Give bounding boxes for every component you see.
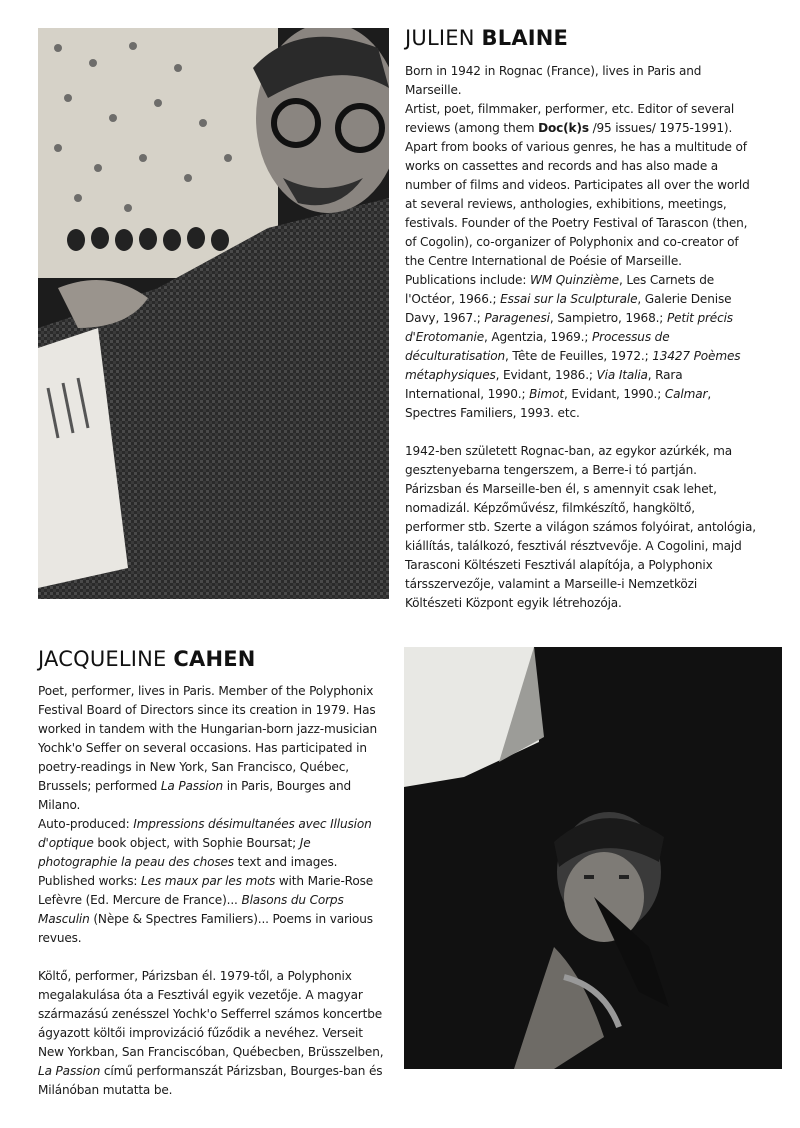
julien-blaine-bio	[405, 62, 757, 613]
julien-blaine-heading	[405, 26, 568, 50]
bio-paragraph: Born in 1942 in Rognac (France), lives in Paris and Marseille.	[405, 64, 702, 97]
auto-produced: Auto-produced: Impressions désimultanées avec Illusion d'optique book object, with Sophie Boursat; Je photographie la peau des choses text and images.	[38, 817, 372, 869]
performance-image	[404, 647, 782, 1069]
published-works: Published works: Les maux par les mots with Marie-Rose Lefèvre (Ed. Mercure de France)... Blasons du Corps Masculin (Nèpe & Spectres Familiers)... Poems in various revues.	[38, 874, 374, 945]
julien-blaine-photo	[38, 28, 389, 599]
review-title: Doc(k)s	[538, 121, 589, 135]
surname: CAHEN	[173, 647, 256, 671]
bio-paragraph: Poet, performer, lives in Paris. Member of the Polyphonix Festival Board of Directors since its creation in 1979. Has worked in tandem with the Hungarian-born jazz-musician Yochk'o Seffer on several occasions. Has participated in poetry-readings in New York, San Francisco, Québec, Brussels; performed La Passion in Paris, Bourges and Milano.	[38, 684, 377, 812]
jacqueline-cahen-photo	[404, 647, 782, 1069]
portrait-image	[38, 28, 389, 599]
bio-hungarian: 1942-ben született Rognac-ban, az egykor azúrkék, ma gesztenyebarna tengerszem, a Berre-i tó partján. Párizsban és Marseille-ben él, s amennyit csak lehet, nomadizál. Képzőművész, filmkészítő, hangköltő, performer stb. Szerte a világon számos folyóirat, antológia, kiállítás, találkozó, fesztivál résztvevője. A Cogolini, majd Tarasconi Költészeti Fesztivál alapítója, a Polyphonix társszervezője, valamint a Marseille-i Nemzetközi Költészeti Központ egyik létrehozója.	[405, 444, 756, 610]
jacqueline-cahen-bio	[38, 682, 390, 1100]
publications: Publications include: WM Quinzième, Les Carnets de l'Octéor, 1966.; Essai sur la Sculpturale, Galerie Denise Davy, 1967.; Paragenesi, Sampietro, 1968.; Petit précis d'Erotomanie, Agentzia, 1969.; Processus de déculturatisation, Tête de Feuilles, 1972.; 13427 Poèmes métaphysiques, Evidant, 1986.; Via Italia, Rara International, 1990.; Bimot, Evidant, 1990.; Calmar, Spectres Familiers, 1993. etc.	[405, 273, 741, 420]
bio-hungarian: Költő, performer, Párizsban él. 1979-től, a Polyphonix megalakulása óta a Fesztivál egyik vezetője. A magyar származású zenésszel Yochk'o Sefferrel számos koncertbe ágyazott költői improvizáció fűződik a nevéhez. Verseit New Yorkban, San Franciscóban, Québecben, Brüsszelben, La Passion című performanszát Párizsban, Bourges-ban és Milánóban mutatta be.	[38, 969, 384, 1097]
bio-paragraph: Artist, poet, filmmaker, performer, etc. Editor of several reviews (among them Doc(k)s /95 issues/ 1975-1991). Apart from books of various genres, he has a multitude of works on cassettes and records and has also made a number of films and videos. Participates all over the world at several reviews, anthologies, exhibitions, meetings, festivals. Founder of the Poetry Festival of Tarascon (then, of Cogolin), co-organizer of Polyphonix and co-creator of the Centre International de Poésie of Marseille.	[405, 102, 750, 268]
surname: BLAINE	[481, 26, 569, 50]
jacqueline-cahen-heading	[38, 647, 256, 671]
first-name: JACQUELINE	[38, 647, 167, 671]
first-name: JULIEN	[405, 26, 475, 50]
